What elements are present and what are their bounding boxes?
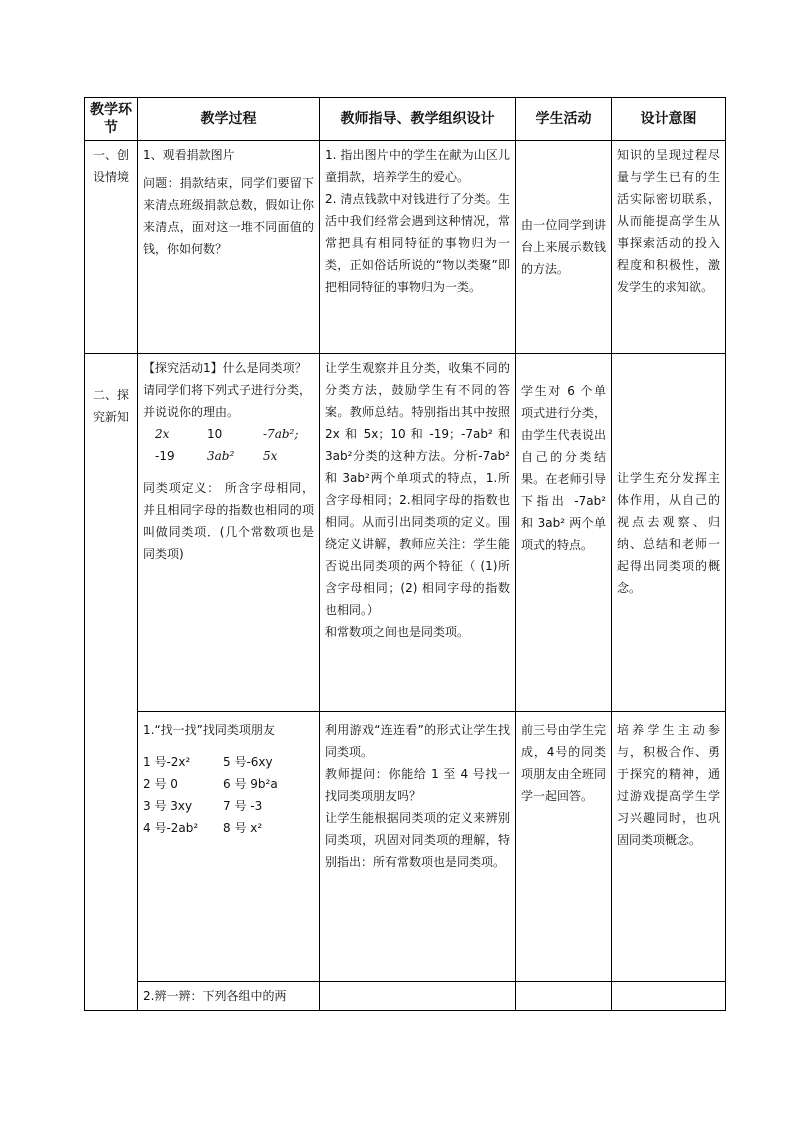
process-situation	[138, 141, 320, 354]
row-game	[85, 712, 726, 982]
term: 3ab²	[207, 449, 235, 463]
teacher-point-1: 1. 指出图片中的学生在献为山区儿童捐款，培养学生的爱心。	[325, 148, 510, 184]
process-distinguish: 2.辨一辨：下列各组中的两	[138, 982, 320, 1011]
student-game-text: 前三号由学生完成，4号的同类项朋友由全班同学一起回答。	[521, 723, 606, 803]
pair-row	[143, 773, 314, 795]
term: 10	[207, 427, 223, 441]
process-title: 1、观看捐款图片	[143, 148, 235, 162]
pair-row	[143, 795, 314, 817]
header-intent: 设计意图	[612, 98, 726, 141]
row-situation	[85, 141, 726, 354]
pair-row	[143, 751, 314, 773]
header-student: 学生活动	[516, 98, 612, 141]
pair-item: 6 号 9b²a	[223, 777, 278, 791]
student-game	[516, 712, 612, 982]
terms-line-1	[143, 423, 314, 445]
teacher-game-2: 教师提问：你能给 1 至 4 号找一找同类项朋友吗？	[325, 767, 510, 803]
student-explore: 学生对 6 个单项式进行分类，由学生代表说出自己的分类结果。在老师引导下指出 -7ab² 和 3ab² 两个单项式的特点。	[516, 354, 612, 712]
term: -7ab²;	[263, 427, 299, 441]
pair-row	[143, 817, 314, 839]
row-distinguish	[85, 982, 726, 1011]
lesson-plan-table	[84, 97, 726, 1011]
teacher-game-3: 让学生能根据同类项的定义来辨别同类项，巩固对同类项的理解，特别指出：所有常数项也是同类项。	[325, 811, 510, 869]
game-title: 1.“找一找”找同类项朋友	[143, 723, 275, 737]
teacher-game	[320, 712, 516, 982]
term: 5x	[263, 449, 278, 463]
pair-item: 1 号-2x²	[143, 755, 191, 769]
pair-item: 8 号 x²	[223, 821, 263, 835]
header-phase: 教学环节	[85, 98, 138, 141]
intent-situation: 知识的呈现过程尽量与学生已有的生活实际密切联系，从而能提高学生从事探索活动的投入程度和积极性，激发学生的求知欲。	[612, 141, 726, 354]
activity-prompt: 请同学们将下列式子进行分类，并说说你的理由。	[143, 383, 312, 419]
activity-title: 【探究活动1】什么是同类项？	[143, 361, 307, 375]
terms-line-2	[143, 445, 314, 467]
header-row	[85, 98, 726, 141]
row-explore	[85, 354, 726, 712]
teacher-explore-text: 让学生观察并且分类，收集不同的分类方法，鼓励学生有不同的答案。教师总结。特别指出其中按照 2x 和 5x；10 和 -19；-7ab² 和 3ab²分类的这种方法。分析-7ab² 和 3ab²两个单项式的特点，1.所含字母相同；2.相同字母的指数也相同。从而引出同类项的定义。围绕定义讲解，教师应关注：学生能否说出同类项的两个特征（ (1)所含字母相同；(2) 相同字母的指数也相同。）	[325, 361, 510, 617]
process-explore	[138, 354, 320, 712]
term: 2x	[155, 427, 170, 441]
pair-item: 7 号 -3	[223, 799, 263, 813]
teacher-explore-last: 和常数项之间也是同类项。	[325, 625, 470, 639]
header-process: 教学过程	[138, 98, 320, 141]
teacher-distinguish	[320, 982, 516, 1011]
pair-item: 3 号 3xy	[143, 799, 193, 813]
student-distinguish	[516, 982, 612, 1011]
process-game	[138, 712, 320, 982]
intent-explore: 让学生充分发挥主体作用，从自己的视点去观察、归纳、总结和老师一起得出同类项的概念。	[612, 354, 726, 712]
pair-item: 5 号-6xy	[223, 755, 273, 769]
student-situation: 由一位同学到讲台上来展示数钱的方法。	[516, 141, 612, 354]
term: -19	[155, 449, 175, 463]
teacher-game-1: 利用游戏“连连看”的形式让学生找同类项。	[325, 723, 510, 759]
phase-explore: 二、探究新知	[85, 354, 138, 1011]
teacher-situation	[320, 141, 516, 354]
header-teacher: 教师指导、教学组织设计	[320, 98, 516, 141]
teacher-explore	[320, 354, 516, 712]
pair-item: 4 号-2ab²	[143, 821, 199, 835]
intent-distinguish	[612, 982, 726, 1011]
process-question: 问题：捐款结束，同学们要留下来清点班级捐款总数，假如让你来清点，面对这一堆不同面值的钱，你如何数？	[143, 176, 314, 256]
definition: 同类项定义： 所含字母相同，并且相同字母的指数也相同的项叫做同类项．(几个常数项也是同类项)	[143, 481, 314, 561]
intent-game-text: 培养学生主动参与，积极合作、勇于探究的精神，通过游戏提高学生学习兴趣同时，也巩固同类项概念。	[617, 723, 720, 847]
pair-item: 2 号 0	[143, 777, 178, 791]
phase-situation: 一、创设情境	[85, 141, 138, 354]
teacher-point-2: 2. 清点钱款中对钱进行了分类。生活中我们经常会遇到这种情况，常常把具有相同特征的事物归为一类，正如俗话所说的“物以类聚”即把相同特征的事物归为一类。	[325, 192, 510, 294]
intent-game	[612, 712, 726, 982]
